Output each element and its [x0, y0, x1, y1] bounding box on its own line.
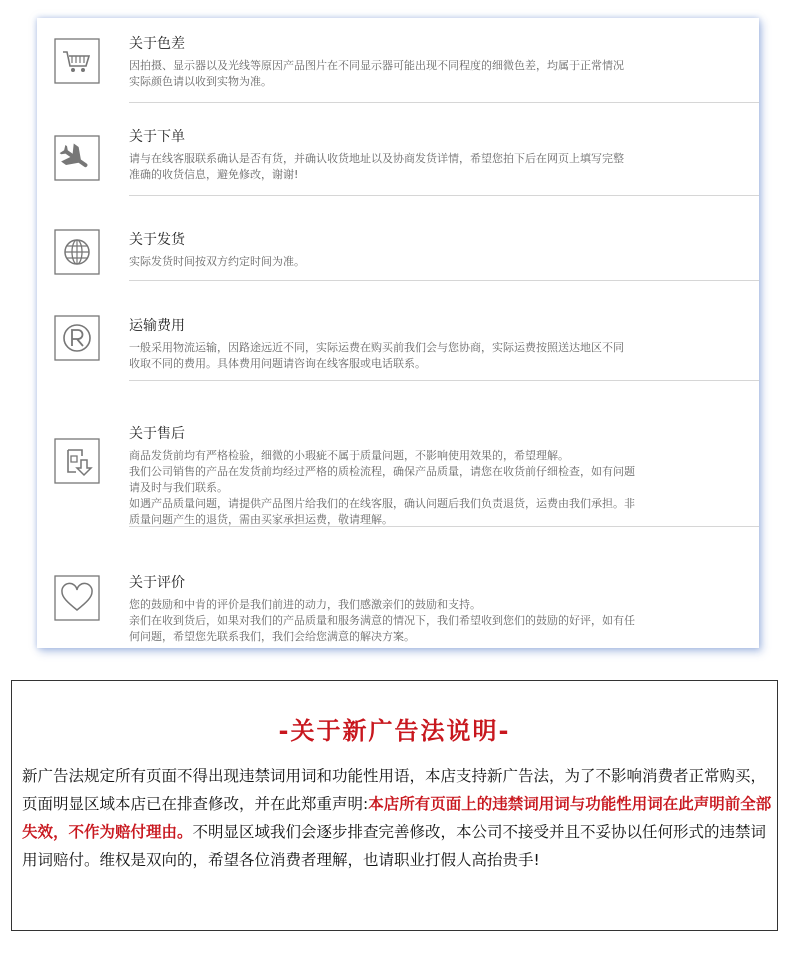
notice-body — [22, 762, 772, 874]
section-description: 您的鼓励和中肯的评价是我们前进的动力，我们感激亲们的鼓励和支持。 亲们在收到货后，如果对我们的产品质量和服务满意的情况下，我们希望收到您们的鼓励的好评，如有任 何问题，希望您先联系我们，我们会给您满意的解决方案。 — [129, 598, 635, 643]
section-reviews — [37, 527, 759, 648]
section-title: 关于评价 — [129, 575, 185, 591]
section-title: 运输费用 — [129, 318, 185, 334]
info-card — [37, 18, 759, 648]
section-description: 实际发货时间按双方约定时间为准。 — [129, 255, 305, 268]
notice-text: 不明显区域我们会逐步排查完善修改，本公司不接受并且不妥协以任何形式的违禁词用词赔付。维权是双向的，希望各位消费者理解，也请职业打假人高抬贵手! — [22, 823, 767, 869]
section-color-difference — [37, 18, 759, 102]
section-title: 关于色差 — [129, 36, 185, 52]
heart-icon — [54, 575, 100, 621]
section-description: 因拍摄、显示器以及光线等原因产品图片在不同显示器可能出现不同程度的细微色差，均属于正常情况 实际颜色请以收到实物为准。 — [129, 59, 624, 88]
globe-icon — [54, 229, 100, 275]
return-box-icon — [54, 438, 100, 484]
section-shipping — [37, 196, 759, 280]
airplane-icon — [54, 135, 100, 181]
section-description: 请与在线客服联系确认是否有货，并确认收货地址以及协商发货详情，希望您拍下后在网页上填写完整 准确的收货信息，避免修改，谢谢! — [129, 152, 624, 181]
section-ordering — [37, 103, 759, 195]
cart-icon — [54, 38, 100, 84]
section-description: 一般采用物流运输，因路途远近不同，实际运费在购买前我们会与您协商，实际运费按照送达地区不同 收取不同的费用。具体费用问题请咨询在线客服或电话联系。 — [129, 341, 624, 370]
notice-text: 新广告法规定所有页面不得出现违禁词用词和功能性用语，本店支持新广告法，为了不影响消费者正常购买，页面明显区域本店已在排查修改，并在此郑重声明: — [22, 767, 767, 813]
section-title: 关于售后 — [129, 426, 185, 442]
registered-icon — [54, 315, 100, 361]
section-title: 关于发货 — [129, 232, 185, 248]
notice-emphasis: 本店所有页面上的违禁词用词与功能性用词在此声明前全部失效，不作为赔付理由。 — [22, 795, 772, 841]
ad-law-notice — [11, 680, 778, 931]
section-freight — [37, 281, 759, 380]
notice-title: -关于新广告法说明- — [278, 717, 511, 745]
section-title: 关于下单 — [129, 129, 185, 145]
section-description: 商品发货前均有严格检验，细微的小瑕疵不属于质量问题，不影响使用效果的，希望理解。 我们公司销售的产品在发货前均经过严格的质检流程，确保产品质量，请您在收货前仔细检查，如有问题 请及时与我们联系。 如遇产品质量问题，请提供产品图片给我们的在线客服，确认问题后我们负责退货，运费由我们承担。非 质量问题产生的退货，需由买家承担运费，敬请理解。 — [129, 449, 635, 526]
section-after-sales — [37, 381, 759, 526]
